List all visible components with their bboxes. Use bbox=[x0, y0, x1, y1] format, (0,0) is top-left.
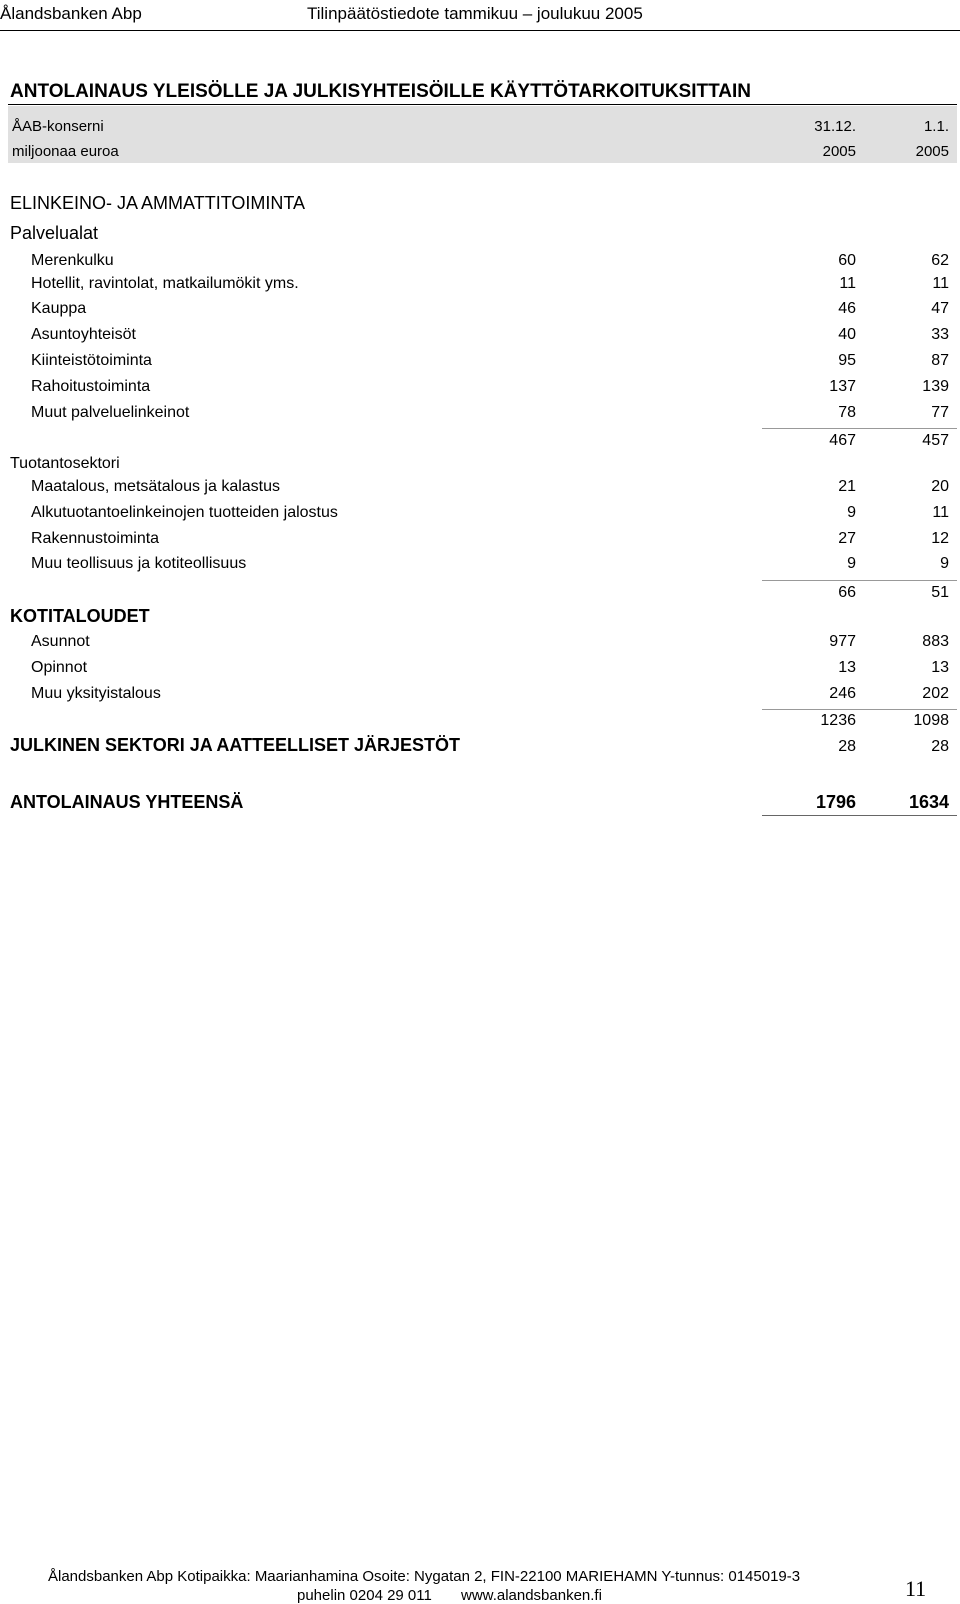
row-label: Rahoitustoiminta bbox=[31, 378, 151, 395]
col2-year: 2005 bbox=[915, 143, 949, 160]
subtotal-rule bbox=[762, 580, 957, 581]
row-label: Muu teollisuus ja kotiteollisuus bbox=[31, 555, 247, 572]
subtotal-services-2005-01: 457 bbox=[922, 432, 949, 449]
page-number: 11 bbox=[905, 1576, 927, 1601]
row-value-2005-12: 977 bbox=[829, 633, 856, 650]
total-2005-12: 1796 bbox=[815, 792, 856, 812]
subtotal-households-2005-01: 1098 bbox=[913, 712, 949, 729]
header-rule bbox=[0, 30, 960, 31]
row-value-2005-12: 21 bbox=[838, 478, 856, 495]
row-label: Merenkulku bbox=[31, 252, 114, 269]
row-value-2005-12: 40 bbox=[838, 326, 856, 343]
section-households: KOTITALOUDET bbox=[10, 606, 150, 626]
public-2005-01: 28 bbox=[931, 738, 949, 755]
row-label: Alkutuotantoelinkeinojen tuotteiden jalostus bbox=[31, 504, 338, 521]
row-value-2005-12: 13 bbox=[838, 659, 856, 676]
subtotal-production-2005-12: 66 bbox=[838, 584, 856, 601]
col1-date: 31.12. bbox=[814, 118, 856, 135]
group-label: ÅAB-konserni bbox=[12, 118, 104, 135]
row-label: Muut palveluelinkeinot bbox=[31, 404, 190, 421]
row-label: Muu yksityistalous bbox=[31, 685, 161, 702]
row-value-2005-12: 9 bbox=[847, 504, 856, 521]
title-rule bbox=[8, 104, 957, 105]
section-services: Palvelualat bbox=[10, 223, 99, 243]
page-title: ANTOLAINAUS YLEISÖLLE JA JULKISYHTEISÖILLE KÄYTTÖTARKOITUKSITTAIN bbox=[10, 81, 752, 102]
row-label: Kiinteistötoiminta bbox=[31, 352, 152, 369]
row-value-2005-12: 137 bbox=[829, 378, 856, 395]
row-value-2005-01: 87 bbox=[931, 352, 949, 369]
row-value-2005-01: 11 bbox=[932, 275, 949, 292]
row-value-2005-01: 20 bbox=[931, 478, 949, 495]
row-value-2005-12: 60 bbox=[838, 252, 856, 269]
row-label: Kauppa bbox=[31, 300, 87, 317]
row-value-2005-01: 47 bbox=[931, 300, 949, 317]
row-label: Maatalous, metsätalous ja kalastus bbox=[31, 478, 281, 495]
header-report-title: Tilinpäätöstiedote tammikuu – joulukuu 2005 bbox=[307, 4, 643, 23]
row-value-2005-01: 62 bbox=[931, 252, 949, 269]
row-value-2005-12: 27 bbox=[838, 530, 856, 547]
row-label: Rakennustoiminta bbox=[31, 530, 160, 547]
unit-label: miljoonaa euroa bbox=[12, 143, 119, 160]
footer-company-info: Ålandsbanken Abp Kotipaikka: Maarianhamina Osoite: Nygatan 2, FIN-22100 MARIEHAMN Y-tunnus: 0145019-3 bbox=[48, 1568, 801, 1585]
row-value-2005-01: 883 bbox=[922, 633, 949, 650]
row-label: Asunnot bbox=[31, 633, 90, 650]
footer-contact: puhelin 0204 29 011 www.alandsbanken.fi bbox=[297, 1587, 602, 1604]
header-company: Ålandsbanken Abp bbox=[0, 4, 142, 23]
row-value-2005-01: 139 bbox=[922, 378, 949, 395]
subtotal-rule bbox=[762, 428, 957, 429]
row-value-2005-01: 77 bbox=[931, 404, 949, 421]
row-value-2005-12: 11 bbox=[839, 275, 856, 292]
col2-date: 1.1. bbox=[923, 118, 949, 135]
row-label: Opinnot bbox=[31, 659, 88, 676]
section-business: ELINKEINO- JA AMMATTITOIMINTA bbox=[10, 193, 306, 213]
row-value-2005-12: 78 bbox=[838, 404, 856, 421]
row-value-2005-01: 12 bbox=[931, 530, 949, 547]
total-rule bbox=[762, 815, 957, 816]
subtotal-rule bbox=[762, 709, 957, 710]
row-label: Hotellit, ravintolat, matkailumökit yms. bbox=[31, 275, 299, 292]
row-value-2005-01: 33 bbox=[931, 326, 949, 343]
row-value-2005-01: 202 bbox=[922, 685, 949, 702]
row-value-2005-01: 9 bbox=[940, 555, 949, 572]
row-value-2005-01: 13 bbox=[931, 659, 949, 676]
row-value-2005-12: 9 bbox=[847, 555, 856, 572]
row-value-2005-12: 95 bbox=[838, 352, 856, 369]
row-value-2005-12: 46 bbox=[838, 300, 856, 317]
section-total: ANTOLAINAUS YHTEENSÄ bbox=[10, 792, 244, 812]
public-2005-12: 28 bbox=[838, 738, 856, 755]
subtotal-households-2005-12: 1236 bbox=[820, 712, 856, 729]
subtotal-production-2005-01: 51 bbox=[931, 584, 949, 601]
subtotal-services-2005-12: 467 bbox=[829, 432, 856, 449]
col1-year: 2005 bbox=[822, 143, 856, 160]
section-production: Tuotantosektori bbox=[10, 455, 120, 472]
total-2005-01: 1634 bbox=[908, 792, 949, 812]
row-value-2005-01: 11 bbox=[932, 504, 949, 521]
row-label: Asuntoyhteisöt bbox=[31, 326, 136, 343]
section-public: JULKINEN SEKTORI JA AATTEELLISET JÄRJESTÖT bbox=[10, 735, 461, 755]
row-value-2005-12: 246 bbox=[829, 685, 856, 702]
